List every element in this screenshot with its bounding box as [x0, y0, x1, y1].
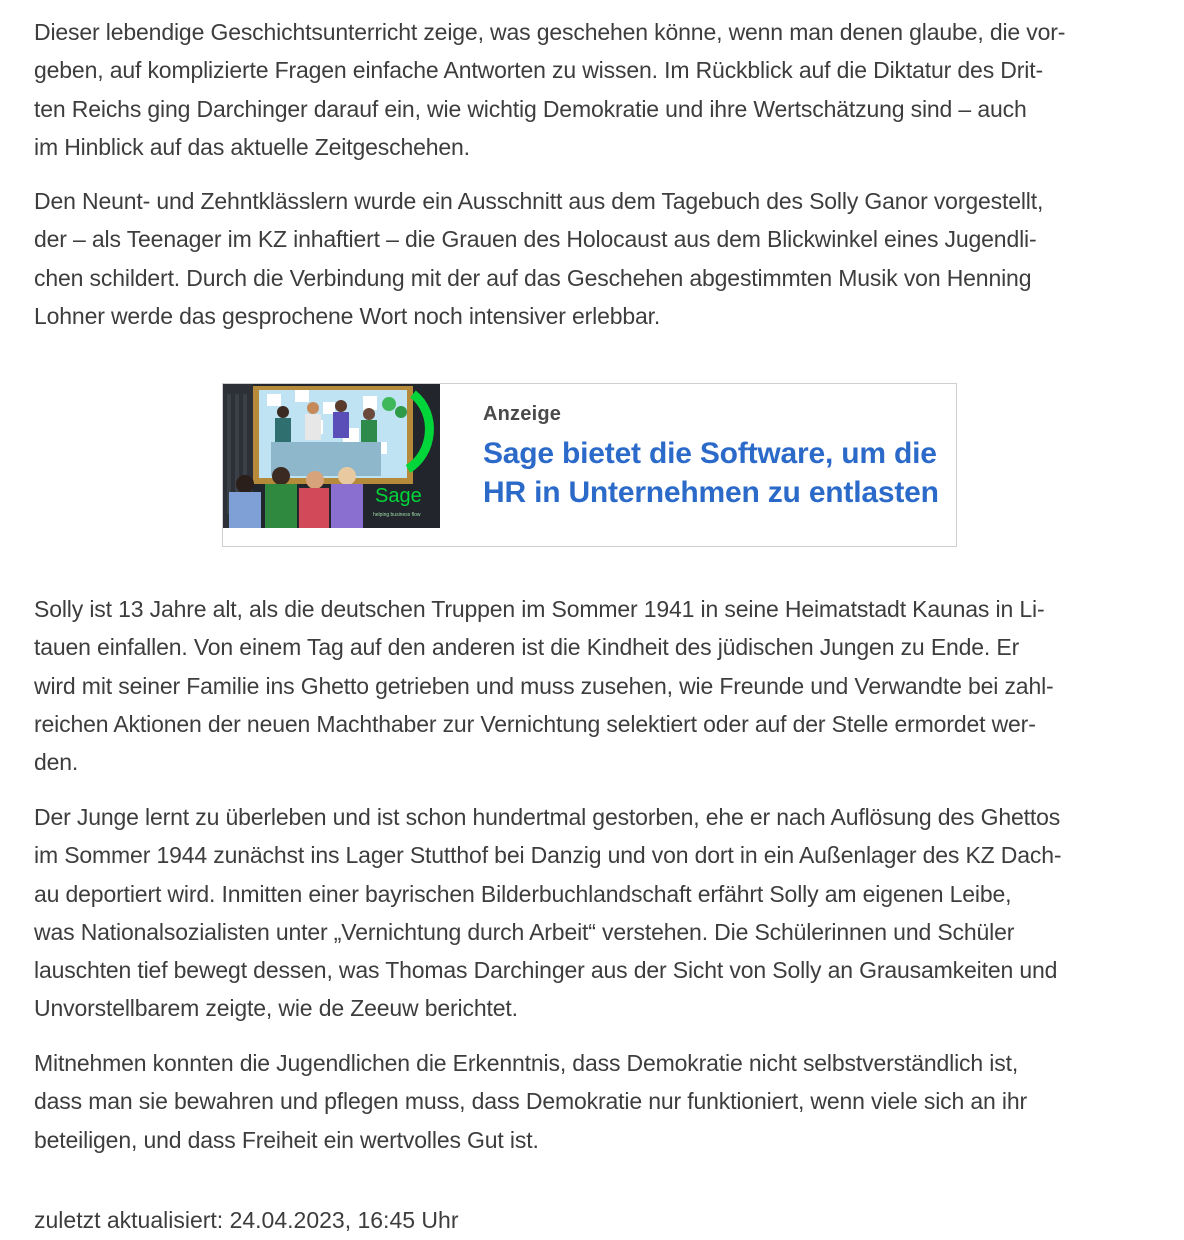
paragraph-4: Der Junge lernt zu überleben und ist schon hundertmal gestorben, ehe er nach Auflösung des Ghettos im Sommer 1944 zunächst ins Lager Stutthof bei Danzig und von dort in ein Außenlager des KZ Dach- au deportiert wird. Inmitten einer bayrischen Bilderbuchlandschaft erfährt Solly am eigenen Leibe, was Nationalsozialisten unter „Vernichtung durch Arbeit“ verstehen. Die Schülerinnen und Schüler lauschten tief bewegt dessen, was Thomas Darchinger aus der Sicht von Solly an Grausamkeiten und Unvorstellbarem zeigte, wie de Zeeuw berichtet. [34, 804, 1062, 1022]
paragraph-5: Mitnehmen konnten die Jugendlichen die Erkenntnis, dass Demokratie nicht selbstverständlich ist, dass man sie bewahren und pflegen muss, dass Demokratie nur funktioniert, wenn viele sich an ihr beteiligen, und dass Freiheit ein wertvolles Gut ist. [34, 1050, 1028, 1153]
paragraph-3: Solly ist 13 Jahre alt, als die deutschen Truppen im Sommer 1941 in seine Heimatstadt Kaunas in Li- tauen einfallen. Von einem Tag auf den anderen ist die Kindheit des jüdischen Jungen zu Ende. Er wird mit seiner Familie ins Ghetto getrieben und muss zusehen, wie Freunde und Verwandte bei zahl- reichen Aktionen der neuen Machthaber zur Vernichtung selektiert oder auf der Stelle ermordet wer- den. [34, 596, 1054, 776]
ad-illustration-image[interactable] [223, 384, 440, 528]
paragraph-1: Dieser lebendige Geschichtsunterricht zeige, was geschehen könne, wenn man denen glaube, die vor- geben, auf komplizierte Fragen einfache Antworten zu wissen. Im Rückblick auf die Diktatur des Drit- ten Reichs ging Darchinger darauf ein, wie wichtig Demokratie und ihre Wertschätzung sind – auch im Hinblick auf das aktuelle Zeitgeschehen. [34, 19, 1066, 160]
sponsored-ad-teaser[interactable] [222, 383, 957, 547]
last-updated-timestamp: zuletzt aktualisiert: 24.04.2023, 16:45 Uhr [34, 1207, 459, 1233]
ad-label: Anzeige [483, 403, 562, 425]
ad-headline-link[interactable]: Sage bietet die Software, um die HR in Unternehmen zu entlasten [483, 437, 939, 509]
sage-tagline: helping business flow [373, 512, 421, 518]
paragraph-2: Den Neunt- und Zehntklässlern wurde ein Ausschnitt aus dem Tagebuch des Solly Ganor vorgestellt, der – als Teenager im KZ inhaftiert – die Grauen des Holocaust aus dem Blickwinkel eines Jugendli- chen schildert. Durch die Verbindung mit der auf das Geschehen abgestimmten Musik von Henning Lohner werde das gesprochene Wort noch intensiver erlebbar. [34, 188, 1044, 329]
sage-logo: Sage [375, 485, 422, 507]
